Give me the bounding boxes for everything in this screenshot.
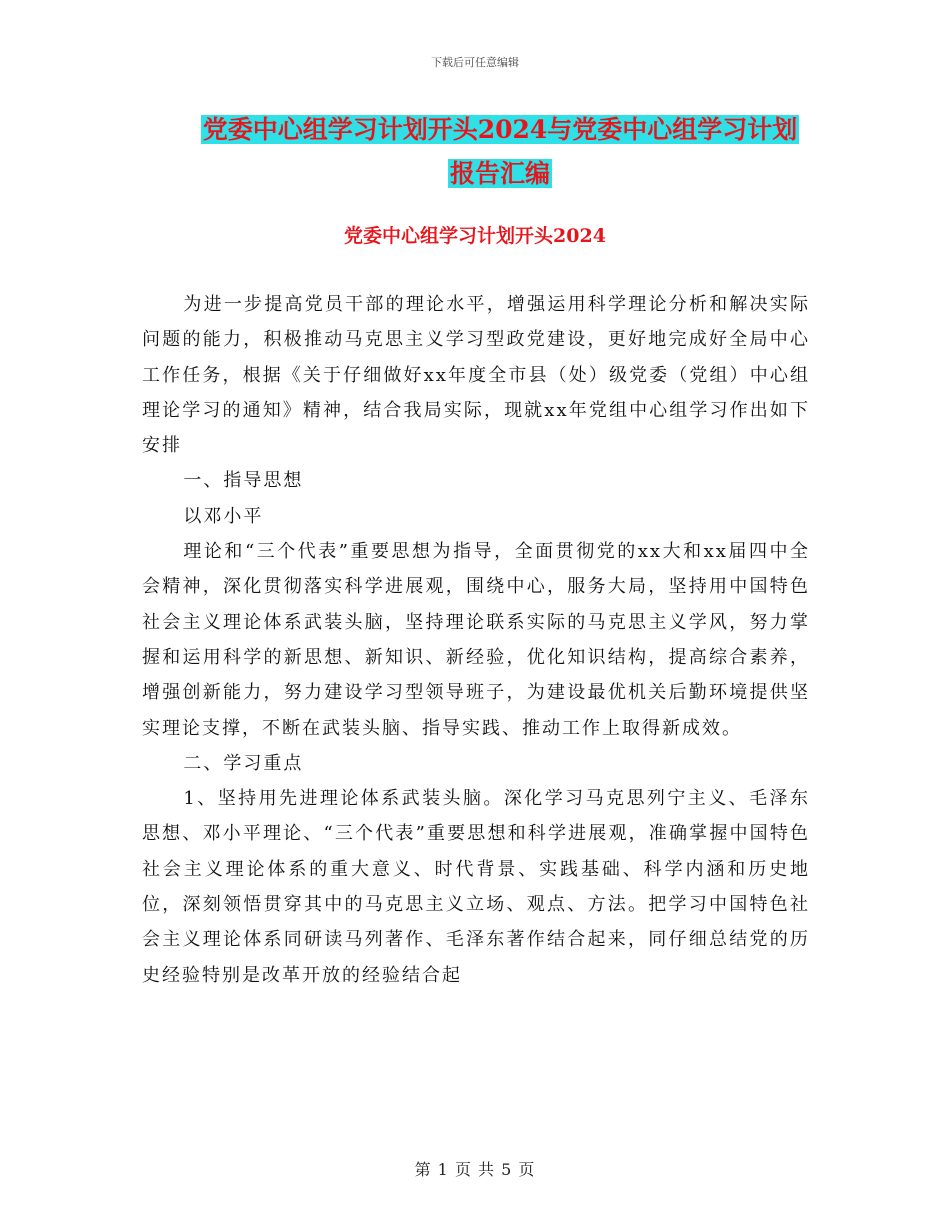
paragraph-study-point-1: 1、坚持用先进理论体系武装头脑。深化学习马克思列宁主义、毛泽东思想、邓小平理论、“三个代表”重要思想和科学进展观，准确掌握中国特色社会主义理论体系的重大意义、时代背景、实践基础、科学内涵和历史地位，深刻领悟贯穿其中的马克思主义立场、观点、方法。把学习中国特色社会主义理论体系同研读马列著作、毛泽东著作结合起来，同仔细总结党的历史经验特别是改革开放的经验结合起 bbox=[142, 788, 810, 986]
section-title: 党委中心组学习计划开头2024 bbox=[344, 225, 606, 247]
page-footer: 第 1 页 共 5 页 bbox=[414, 1160, 536, 1179]
body-text bbox=[142, 287, 810, 993]
heading-study-focus: 二、学习重点 bbox=[183, 752, 304, 774]
header-note: 下载后可任意编辑 bbox=[431, 56, 519, 69]
paragraph-short: 以邓小平 bbox=[183, 505, 264, 527]
document-title-line-2: 报告汇编 bbox=[449, 159, 550, 188]
document-title-line-1: 党委中心组学习计划开头2024与党委中心组学习计划 bbox=[202, 115, 798, 144]
heading-guiding-ideology: 一、指导思想 bbox=[183, 470, 304, 492]
document-title bbox=[150, 108, 850, 196]
paragraph-intro: 为进一步提高党员干部的理论水平，增强运用科学理论分析和解决实际问题的能力，积极推动马克思主义学习型政党建设，更好地完成好全局中心工作任务，根据《关于仔细做好xx年度全市县（处）级党委（党组）中心组理论学习的通知》精神，结合我局实际，现就xx年党组中心组学习作出如下安排 bbox=[142, 294, 810, 457]
paragraph-guiding-body: 理论和“三个代表”重要思想为指导，全面贯彻党的xx大和xx届四中全会精神，深化贯彻落实科学进展观，围绕中心，服务大局，坚持用中国特色社会主义理论体系武装头脑，坚持理论联系实际的马克思主义学风，努力掌握和运用科学的新思想、新知识、新经验，优化知识结构，提高综合素养，增强创新能力，努力建设学习型领导班子，为建设最优机关后勤环境提供坚实理论支撑，不断在武装头脑、指导实践、推动工作上取得新成效。 bbox=[142, 541, 810, 739]
